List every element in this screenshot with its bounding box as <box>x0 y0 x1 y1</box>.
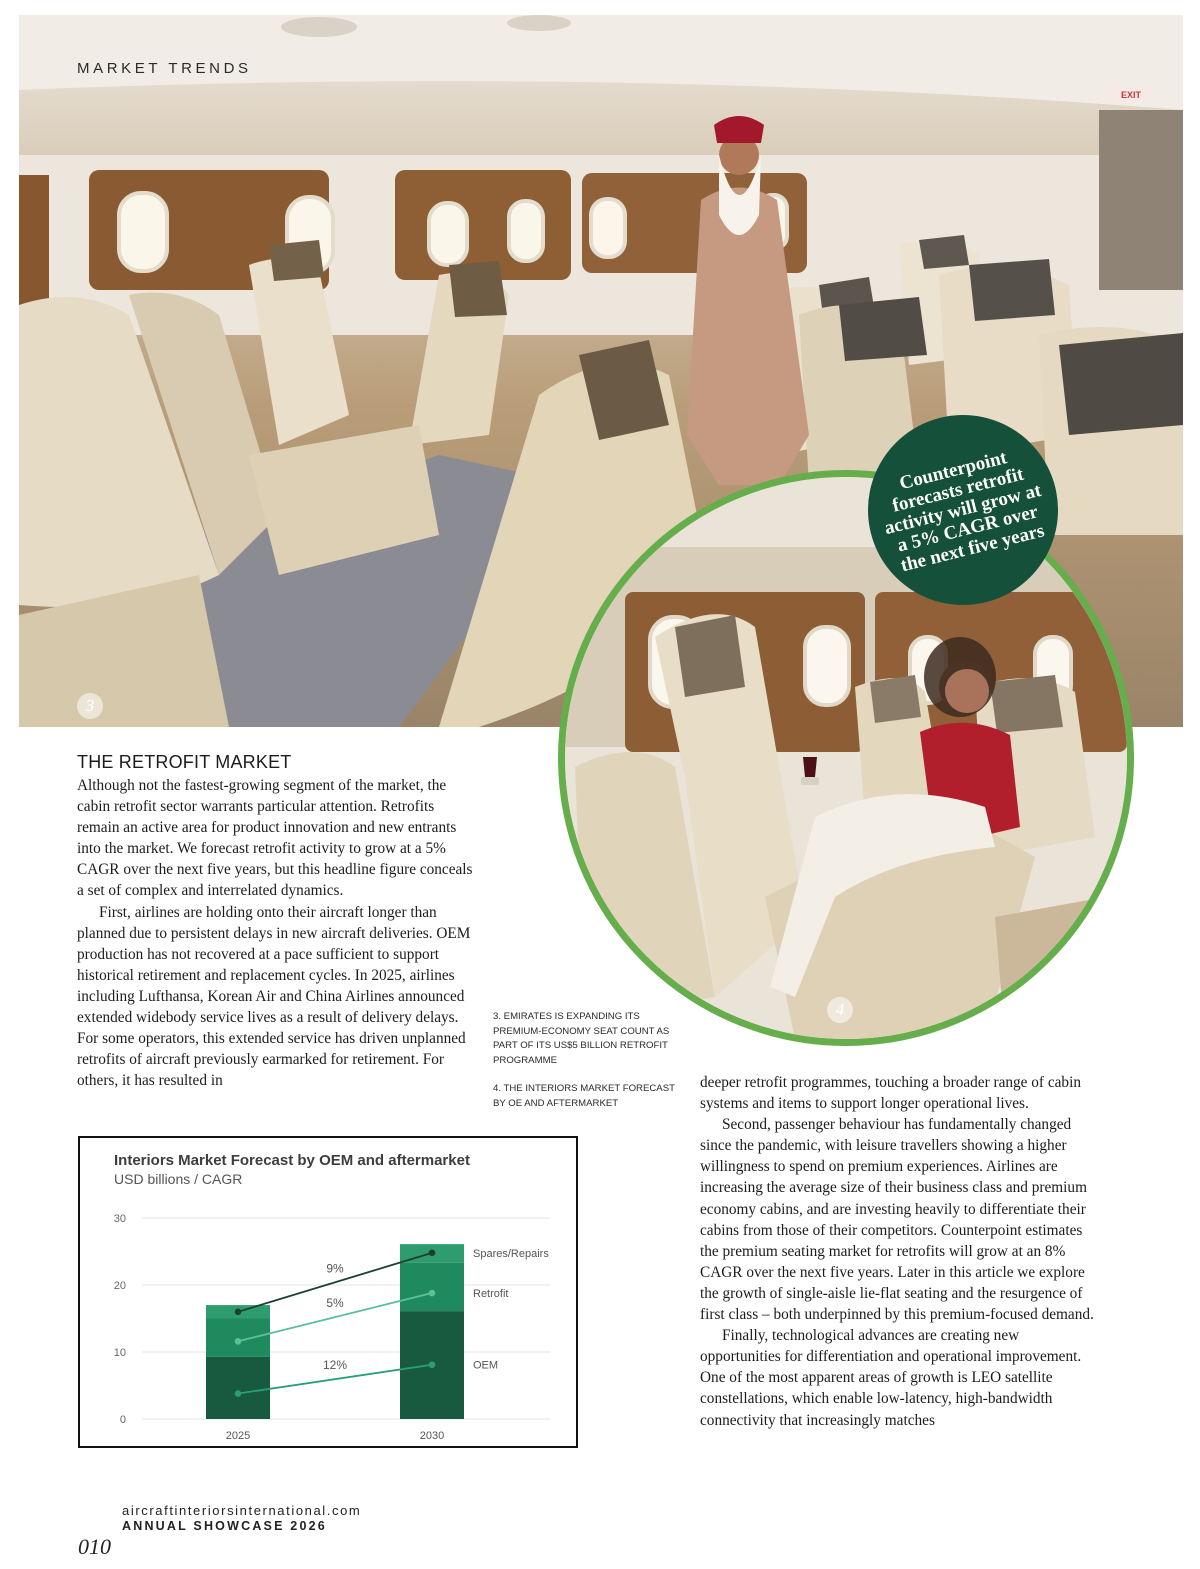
series-label: Spares/Repairs <box>473 1247 549 1260</box>
trend-point <box>235 1309 242 1316</box>
article-paragraph: Although not the fastest-growing segment of the market, the cabin retrofit sector warrants particular attention. Retrofits remain an active area for product innovation and new entrants into the market. We forecast retrofit activity to grow at a 5% CAGR over the next five years, but this headline figure conceals a set of complex and interrelated dynamics. <box>77 777 473 900</box>
bar-segment <box>206 1319 270 1357</box>
photo-4-number: 4 <box>827 997 853 1023</box>
article-paragraph: Second, passenger behaviour has fundamentally changed since the pandemic, with leisure travellers showing a higher willingness to spend on premium experiences. Airlines are increasing the average size of their business class and premium economy cabins, and are investing heavily to differentiate their cabins from those of their competitors. Counterpoint estimates the premium seating market for retrofits will grow at an 8% CAGR over the next five years. Later in this article we explore the growth of single-aisle lie-flat seating and the resurgence of first class – both underpinned by this premium-focused demand. <box>700 1116 1094 1324</box>
inset-photo <box>558 470 1134 1046</box>
trend-point <box>235 1338 242 1345</box>
y-tick-label: 10 <box>113 1347 126 1359</box>
series-label: Retrofit <box>473 1288 509 1301</box>
interiors-market-chart <box>78 1136 578 1448</box>
trend-point <box>235 1390 242 1397</box>
y-tick-label: 30 <box>113 1213 126 1225</box>
y-tick-label: 20 <box>113 1280 126 1292</box>
photo-captions <box>493 1010 683 1112</box>
chart-title: Interiors Market Forecast by OEM and aftermarket <box>114 1152 470 1169</box>
x-tick-label: 2025 <box>225 1430 251 1442</box>
article-column-right <box>700 1072 1102 1431</box>
cagr-label: 5% <box>326 1296 344 1311</box>
chart-subtitle: USD billions / CAGR <box>114 1171 243 1187</box>
cagr-label: 12% <box>322 1358 348 1373</box>
x-tick-label: 2030 <box>419 1430 445 1442</box>
section-tag: MARKET TRENDS <box>77 60 252 77</box>
bar-segment <box>400 1263 464 1311</box>
pull-quote-text: Counterpoint forecasts retrofit activity will grow at a 5% CAGR over the next five years <box>882 447 1047 577</box>
article-heading: THE RETROFIT MARKET <box>77 752 292 772</box>
footer-issue: ANNUAL SHOWCASE 2026 <box>122 1519 327 1533</box>
article-paragraph: deeper retrofit programmes, touching a broader range of cabin systems and items to support longer operational lives. <box>700 1074 1081 1113</box>
chart-plot <box>80 1138 576 1446</box>
trend-point <box>429 1250 436 1257</box>
bar-segment <box>206 1357 270 1419</box>
footer-website: aircraftinteriorsinternational.com <box>122 1503 362 1518</box>
photo-3-number: 3 <box>77 693 103 719</box>
article-column-left <box>77 775 475 1091</box>
trend-point <box>429 1361 436 1368</box>
pull-quote-callout <box>868 415 1058 605</box>
article-paragraph: Finally, technological advances are creating new opportunities for differentiation and operational improvement. One of the most apparent areas of growth is LEO satellite constellations, which enable low-latency, high-bandwidth connectivity that increasingly matches <box>700 1327 1082 1429</box>
page-number: 010 <box>78 1534 111 1559</box>
caption-4: 4. THE INTERIORS MARKET FORECAST BY OE AND AFTERMARKET <box>493 1083 675 1109</box>
exit-sign: EXIT <box>1120 90 1142 100</box>
trend-point <box>429 1290 436 1297</box>
y-tick-label: 0 <box>119 1414 126 1426</box>
cagr-label: 9% <box>326 1261 344 1276</box>
article-paragraph: First, airlines are holding onto their aircraft longer than planned due to persistent delays in new aircraft deliveries. OEM production has not recovered at a pace sufficient to support historical retirement and replacement cycles. In 2025, airlines including Lufthansa, Korean Air and China Airlines announced extended widebody service lives as a result of delivery delays. For some operators, this extended service has driven unplanned retrofits of aircraft previously earmarked for retirement. For others, it has resulted in <box>77 903 471 1090</box>
series-label: OEM <box>473 1359 499 1372</box>
caption-3: 3. EMIRATES IS EXPANDING ITS PREMIUM-ECONOMY SEAT COUNT AS PART OF ITS US$5 BILLION RETROFIT PROGRAMME <box>493 1011 670 1066</box>
